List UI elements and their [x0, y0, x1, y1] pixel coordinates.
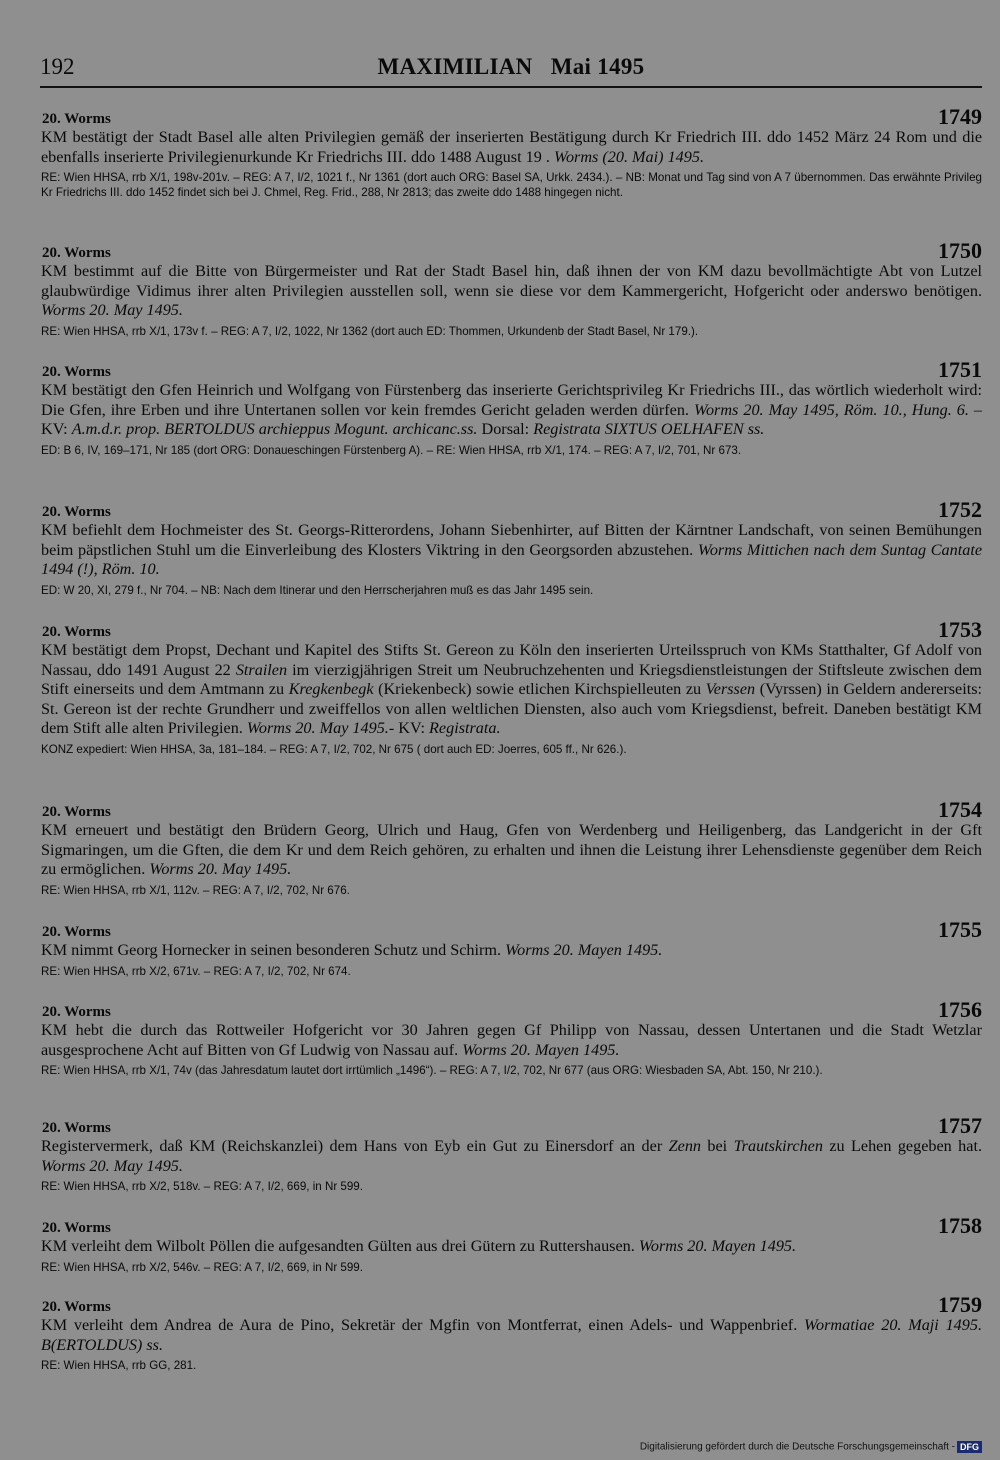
entry-text-part: - KV: — [388, 719, 430, 738]
entry-dorsal: Registrata SIXTUS OELHAFEN ss. — [533, 420, 765, 439]
entry-note: RE: Wien HHSA, rrb X/2, 546v. – REG: A 7, I/2, 669, in Nr 599. — [41, 1260, 363, 1274]
entry-dating: Worms Mittichen nach dem Suntag Cantate 1494 (!), Röm. 10. — [41, 540, 983, 579]
entry-text — [40, 521, 982, 580]
entry-text-part: Registervermerk, daß KM (Reichskanzlei) dem Hans von Eyb ein Gut zu Einersdorf an der — [41, 1137, 669, 1155]
entry-number: 1750 — [938, 238, 982, 263]
entry-head — [40, 919, 982, 941]
entry-text — [40, 941, 982, 961]
entry-1759 — [40, 1294, 982, 1373]
entry-head — [40, 619, 982, 641]
entry-text-part: KM bestätigt der Stadt Basel alle alten Privilegien gemäß der inserierten Bestätigung durch Kr Friedrich III. ddo 1452 März 24 Rom und die ebenfalls inserierte Privilegienurkunde Kr Friedrichs III. ddo 1488 August 19 . — [41, 128, 982, 166]
entry-dating: Worms 20. May 1495. — [41, 301, 183, 320]
entry-head — [40, 1215, 982, 1237]
entry-text-part: (Vyrssen) in Geldern andererseits: St. Gereon ist der rechte Grundherr und zweiffellos von allen weltlichen Diensten, also auch vom Kriegsdienst, befreit. Daneben bestätigt KM dem Stift alle alten Privilegien. — [41, 680, 982, 738]
entry-text-part: zu Lehen gegeben hat. — [822, 1137, 982, 1155]
entry-text-part: (Kriekenbeck) sowie etlichen Kirchspielleuten zu — [373, 680, 706, 699]
entry-1751 — [40, 359, 982, 458]
entry-number: 1754 — [938, 797, 982, 822]
entry-date: 20. Worms — [42, 504, 111, 520]
entry-number: 1753 — [938, 617, 982, 642]
entry-text-part: KM verleiht dem Andrea de Aura de Pino, Sekretär der Mgfin von Montferrat, einen Adels- und Wappenbrief. — [41, 1316, 805, 1334]
header-rule — [40, 86, 982, 88]
entry-place: Verssen — [705, 680, 756, 699]
entry-number: 1749 — [938, 104, 982, 129]
entry-1752 — [40, 499, 982, 598]
entry-date: 20. Worms — [42, 1120, 111, 1136]
entry-text — [40, 1237, 982, 1257]
entry-dating: Worms 20. Mayen 1495. — [505, 941, 663, 959]
entry-1750 — [40, 240, 982, 339]
entry-dating: Worms 20. Mayen 1495. — [462, 1040, 620, 1059]
entry-place: Strailen — [235, 660, 288, 679]
entry-dating: Worms 20. May 1495. — [149, 860, 292, 879]
entry-1749 — [40, 106, 982, 200]
entry-text — [40, 1316, 982, 1355]
entry-note: RE: Wien HHSA, rrb X/1, 112v. – REG: A 7, I/2, 702, Nr 676. — [41, 883, 350, 897]
entry-text — [40, 821, 982, 880]
entry-number: 1757 — [938, 1113, 982, 1138]
entry-1755 — [40, 919, 982, 979]
entry-number: 1752 — [938, 497, 982, 522]
entry-date: 20. Worms — [42, 1299, 111, 1315]
entry-number: 1751 — [938, 357, 982, 382]
entry-number: 1759 — [938, 1292, 982, 1317]
entry-dating: Worms 20. May 1495. — [246, 719, 389, 738]
entry-note: RE: Wien HHSA, rrb X/2, 518v. – REG: A 7, I/2, 669, in Nr 599. — [41, 1180, 363, 1194]
credit-text: Digitalisierung gefördert durch die Deutsche Forschungsgemeinschaft - — [639, 1441, 955, 1453]
entry-date: 20. Worms — [42, 624, 111, 640]
entry-text-part: KM bestätigt den Gfen Heinrich und Wolfgang von Fürstenberg das inserierte Gerichtsprivileg Kr Friedrichs III., das wörtlich wiederholt wird: Die Gfen, ihre Erben und ihre Untertanen sollen vor kein fremdes Gericht geladen werden dürfen. — [41, 381, 982, 419]
entry-place: Trautskirchen — [733, 1137, 823, 1155]
entry-note: RE: Wien HHSA, rrb X/1, 74v (das Jahresdatum lautet dort irrtümlich „1496“). – REG: A 7, I/2, 702, Nr 677 (aus ORG: Wiesbaden SA, Abt. 150, Nr 210.). — [41, 1064, 823, 1078]
entry-text-part: bei — [701, 1137, 734, 1155]
entry-dating: Wormatiae 20. Maji 1495. B(ERTOLDUS) ss. — [41, 1316, 982, 1354]
entry-text-part: KM verleiht dem Wilbolt Pöllen die aufgesandten Gülten aus drei Gütern zu Ruttershausen. — [41, 1237, 639, 1255]
entry-note: ED: B 6, IV, 169–171, Nr 185 (dort ORG: Donaueschingen Fürstenberg A). – RE: Wien HHSA, rrb X/1, 174. – REG: A 7, I/2, 701, Nr 673. — [41, 443, 742, 457]
entry-head — [40, 1115, 982, 1137]
entry-1754 — [40, 799, 982, 898]
entry-1758 — [40, 1215, 982, 1275]
entry-date: 20. Worms — [42, 111, 111, 127]
entry-note: RE: Wien HHSA, rrb X/1, 173v f. – REG: A 7, I/2, 1022, Nr 1362 (dort auch ED: Thommen, Urkundenb der Stadt Basel, Nr 179.). — [41, 324, 699, 338]
entry-text — [40, 1137, 982, 1176]
entry-note: ED: W 20, XI, 279 f., Nr 704. – NB: Nach dem Itinerar und den Herrscherjahren muß es das Jahr 1495 sein. — [41, 583, 594, 597]
entry-text-part: im vierzigjährigen Streit um Neubruchzehenten und Kriegsdienstleistungen der Stiftsleute zwischen dem Stift einerseits und dem Amtmann zu — [41, 660, 982, 699]
entry-dating: Worms 20. May 1495, Röm. 10., Hung. 6. — [693, 400, 969, 419]
entry-date: 20. Worms — [42, 1004, 111, 1020]
entry-head — [40, 999, 982, 1021]
entry-text-part: KM erneuert und bestätigt den Brüdern Georg, Ulrich und Haug, Gfen von Werdenberg und Heiligenberg, das Landgericht in der Gft Sigmaringen, um die Gften, die dem Kr und dem Reich gehören, zu erhalten und ihnen die Leistung ihrer Lehensdienste gegenüber dem Reich zu ermöglichen. — [41, 821, 982, 879]
entry-date: 20. Worms — [42, 364, 111, 380]
entry-number: 1755 — [938, 917, 982, 942]
entry-1757 — [40, 1115, 982, 1194]
entry-text-part: KM nimmt Georg Hornecker in seinen besonderen Schutz und Schirm. — [41, 941, 506, 959]
entry-text-part: Dorsal: — [477, 420, 534, 439]
page-number: 192 — [40, 54, 75, 79]
entry-head — [40, 1294, 982, 1316]
entry-number: 1758 — [938, 1213, 982, 1238]
entry-dating: Worms 20. May 1495. — [41, 1156, 183, 1175]
entry-text — [40, 1021, 982, 1060]
entry-note: RE: Wien HHSA, rrb X/2, 671v. – REG: A 7, I/2, 702, Nr 674. — [41, 964, 351, 978]
entry-kanzleivermerk: Registrata. — [429, 719, 501, 738]
dfg-logo: DFG — [957, 1441, 982, 1453]
entry-note: KONZ expediert: Wien HHSA, 3a, 181–184. – REG: A 7, I/2, 702, Nr 675 ( dort auch ED: Joerres, 605 ff., Nr 626.). — [41, 742, 627, 756]
entry-head — [40, 499, 982, 521]
entry-number: 1756 — [938, 997, 982, 1022]
entry-place: Zenn — [668, 1137, 701, 1155]
entry-text — [40, 381, 982, 440]
entry-text-part: KM hebt die durch das Rottweiler Hofgericht vor 30 Jahren gegen Gf Philipp von Nassau, dessen Untertanen und die Stadt Wetzlar ausgesprochene Acht auf Bitten von Gf Ludwig von Nassau auf. — [41, 1021, 982, 1059]
entry-note: RE: Wien HHSA, rrb GG, 281. — [41, 1359, 197, 1373]
entry-text-part: KM bestätigt dem Propst, Dechant und Kapitel des Stifts St. Gereon zu Köln den inserierten Urteilsspruch von KMs Statthalter, Gf Adolf von Nassau, ddo 1491 August 22 — [41, 641, 982, 679]
entry-date: 20. Worms — [42, 804, 111, 820]
running-title: MAXIMILIAN Mai 1495 — [377, 54, 645, 79]
entry-date: 20. Worms — [42, 245, 111, 261]
entry-dating: Worms (20. Mai) 1495. — [553, 147, 704, 166]
entry-note: RE: Wien HHSA, rrb X/1, 198v-201v. – REG: A 7, I/2, 1021 f., Nr 1361 (dort auch ORG: Basel SA, Urkk. 2434.). – NB: Monat und Tag sind von A 7 übernommen. Das erwähnte Privileg Kr Friedrichs III. ddo 1452 findet sich bei J. Chmel, Reg. Frid., 288, Nr 2813; das zweite ddo 1488 hingegen nicht. — [41, 171, 982, 200]
entry-text-part: KM befiehlt dem Hochmeister des St. Georgs-Ritterordens, Johann Siebenhirter, auf Bitten der Kärntner Landschaft, von seinen Bemühungen beim päpstlichen Stuhl um die Einverleibung des Klosters Viktring in den Georgsorden abzustehen. — [41, 521, 982, 559]
entry-text-part: KM bestimmt auf die Bitte von Bürgermeister und Rat der Stadt Basel hin, daß ihnen der von KM dazu bevollmächtigte Abt von Lutzel glaubwürdige Vidimus ihrer alten Privilegien ausstellen soll, wenn sie diese vor dem Kammergericht, Hofgericht oder anderswo benötigen. — [41, 262, 982, 300]
entry-1753 — [40, 619, 982, 757]
entry-head — [40, 106, 982, 128]
digitization-credit — [640, 1441, 982, 1453]
page-header — [40, 50, 982, 90]
entry-text — [40, 262, 982, 321]
entry-head — [40, 359, 982, 381]
entry-text — [40, 128, 982, 167]
entry-place: Kregkenbegk — [288, 680, 374, 699]
entry-dating: Worms 20. Mayen 1495. — [638, 1237, 797, 1255]
entry-kanzleivermerk: A.m.d.r. prop. BERTOLDUS archieppus Mogunt. archicanc.ss. — [71, 420, 478, 439]
entry-1756 — [40, 999, 982, 1078]
entry-date: 20. Worms — [42, 924, 111, 940]
entry-head — [40, 799, 982, 821]
entry-text-part: – KV: — [41, 400, 982, 439]
entry-text — [40, 641, 982, 739]
entry-head — [40, 240, 982, 262]
entry-date: 20. Worms — [42, 1220, 111, 1236]
